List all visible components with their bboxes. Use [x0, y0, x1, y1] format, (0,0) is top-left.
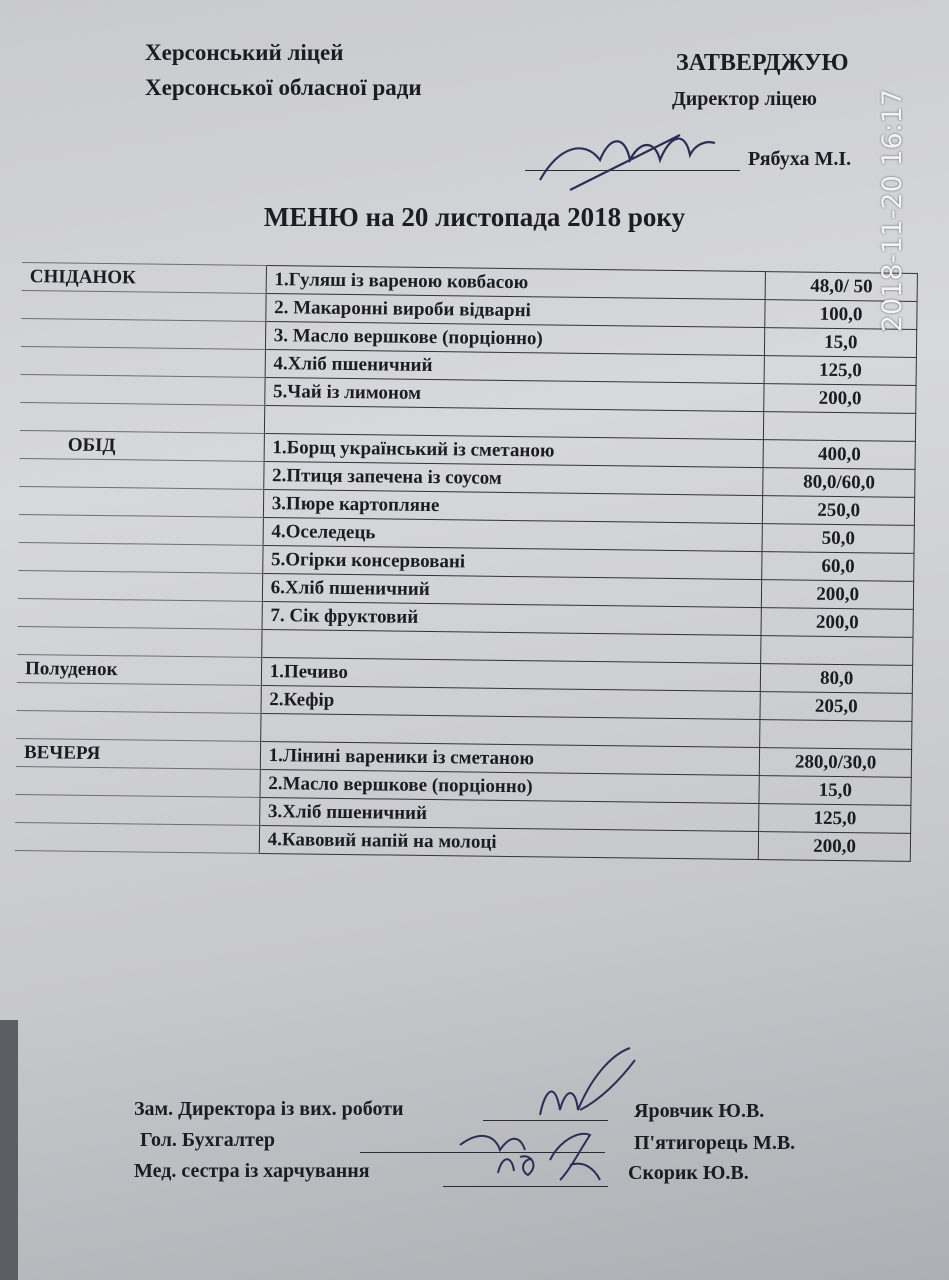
- dish-cell: 5.Огірки консервовані: [262, 545, 762, 579]
- meal-cell: [15, 822, 260, 853]
- meal-cell: [15, 766, 260, 797]
- dish-cell: 4.Хліб пшеничний: [265, 349, 765, 383]
- portion-cell: 48,0/ 50: [765, 272, 917, 302]
- portion-cell: 50,0: [762, 524, 914, 554]
- dish-cell: 1.Лінині вареники із сметаною: [260, 741, 760, 775]
- meal-cell: [20, 374, 265, 405]
- meal-cell: [19, 514, 264, 545]
- meal-cell: [17, 682, 262, 713]
- signature-3: [490, 1145, 550, 1185]
- timestamp-text: 2018-11-20 16:17: [877, 88, 909, 332]
- meal-cell: [20, 402, 265, 433]
- portion-cell: 60,0: [762, 552, 914, 582]
- sign-role-3: Мед. сестра із харчування: [134, 1160, 370, 1182]
- dish-cell: 2.Птиця запечена із соусом: [263, 461, 763, 495]
- portion-cell: [761, 636, 913, 666]
- meal-cell: ОБІД: [20, 430, 265, 461]
- meal-cell: [18, 570, 263, 601]
- meal-cell: [21, 318, 266, 349]
- dish-cell: 2.Кефір: [261, 685, 761, 719]
- photo-timestamp: [868, 40, 918, 380]
- portion-cell: 15,0: [759, 776, 911, 806]
- meal-cell: [19, 458, 264, 489]
- menu-title: МЕНЮ на 20 листопада 2018 року: [263, 202, 686, 232]
- meal-cell: [21, 290, 266, 321]
- signature-1: [520, 1040, 650, 1130]
- sign-role-2: Гол. Бухгалтер: [140, 1129, 275, 1151]
- dish-cell: 1.Борщ український із сметаною: [264, 433, 764, 467]
- portion-cell: 15,0: [765, 328, 917, 358]
- portion-cell: 125,0: [759, 804, 911, 834]
- org-line-1: Херсонський ліцей: [145, 40, 344, 65]
- sign-role-1: Зам. Директора із вих. роботи: [134, 1098, 404, 1120]
- meal-cell: [17, 626, 262, 657]
- dish-cell: 2. Макаронні вироби відварні: [265, 293, 765, 327]
- sign-name-1: Яровчик Ю.В.: [634, 1100, 765, 1122]
- portion-cell: 80,0: [761, 664, 913, 694]
- portion-cell: 205,0: [760, 692, 912, 722]
- portion-cell: 100,0: [765, 300, 917, 330]
- dish-cell: 2.Масло вершкове (порціонно): [260, 769, 760, 803]
- dish-cell: 6.Хліб пшеничний: [262, 573, 762, 607]
- portion-cell: 200,0: [759, 832, 911, 862]
- dish-cell: 1.Гуляш із вареною ковбасою: [266, 265, 766, 299]
- portion-cell: 200,0: [764, 384, 916, 414]
- dish-cell: 1.Печиво: [261, 657, 761, 691]
- dish-cell: 7. Сік фруктовий: [262, 601, 762, 635]
- meal-cell: [18, 598, 263, 629]
- director-name: Рябуха М.І.: [748, 148, 852, 170]
- background-edge: [0, 1020, 18, 1280]
- portion-cell: 250,0: [763, 496, 915, 526]
- dish-cell: 4.Кавовий напій на молоці: [259, 825, 759, 859]
- dish-cell: 3.Пюре картопляне: [263, 489, 763, 523]
- dish-cell: 4.Оселедець: [263, 517, 763, 551]
- meal-cell: [19, 486, 264, 517]
- portion-cell: 200,0: [761, 608, 913, 638]
- portion-cell: 400,0: [763, 440, 915, 470]
- menu-table: [15, 262, 918, 862]
- dish-cell: 5.Чай із лимоном: [264, 377, 764, 411]
- portion-cell: [764, 412, 916, 442]
- dish-cell: 3. Масло вершкове (порціонно): [265, 321, 765, 355]
- meal-cell: [18, 542, 263, 573]
- meal-cell: [15, 794, 260, 825]
- portion-cell: 80,0/60,0: [763, 468, 915, 498]
- meal-cell: СНІДАНОК: [22, 262, 267, 293]
- director-title: Директор ліцею: [672, 88, 817, 110]
- sign-name-3: Скорик Ю.В.: [628, 1162, 749, 1184]
- org-line-2: Херсонської обласної ради: [145, 75, 422, 100]
- approve-label: ЗАТВЕРДЖУЮ: [676, 50, 849, 76]
- portion-cell: 200,0: [762, 580, 914, 610]
- director-signature: [530, 115, 730, 195]
- meal-cell: Полуденок: [17, 654, 262, 685]
- meal-cell: [21, 346, 266, 377]
- portion-cell: 280,0/30,0: [760, 748, 912, 778]
- meal-cell: ВЕЧЕРЯ: [16, 738, 261, 769]
- portion-cell: 125,0: [764, 356, 916, 386]
- portion-cell: [760, 720, 912, 750]
- sign-name-2: П'ятигорець М.В.: [634, 1132, 796, 1154]
- dish-cell: 3.Хліб пшеничний: [259, 797, 759, 831]
- meal-cell: [16, 710, 261, 741]
